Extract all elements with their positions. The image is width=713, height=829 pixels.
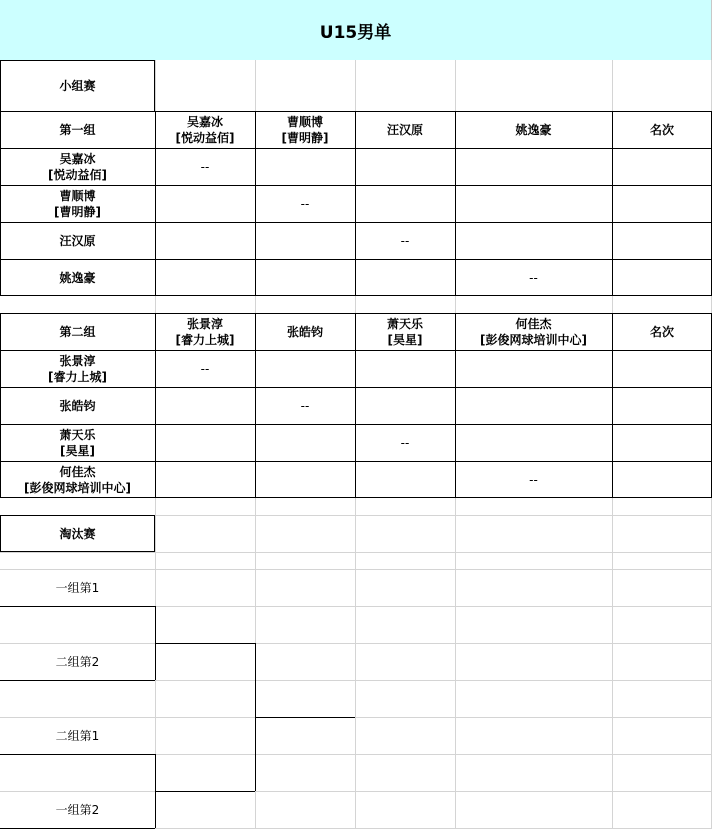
- bracket-seed-4: 一组第2: [55, 802, 100, 817]
- group1-name: 第一组: [59, 122, 96, 137]
- self-match-dash: --: [200, 361, 210, 376]
- group-stage-label-cell: [0, 60, 155, 112]
- player-name: 曹顺博: [59, 188, 96, 203]
- bracket-seed-1: 一组第1: [55, 580, 100, 595]
- group2-col-player-3: [355, 313, 455, 350]
- group1-col-player-4: [455, 111, 612, 148]
- self-match-dash: --: [400, 233, 410, 248]
- group2-row-player-1: [0, 350, 155, 387]
- sheet-title: U15男单: [0, 0, 712, 60]
- group1-col-player-3: [355, 111, 455, 148]
- player-club: [睿力上城]: [175, 332, 235, 347]
- player-name: 曹顺博: [286, 114, 323, 129]
- group2-row-player-2: [0, 387, 155, 424]
- self-match-dash: --: [529, 472, 538, 487]
- player-name: 萧天乐: [59, 427, 96, 442]
- player-name: 张皓钧: [59, 398, 96, 413]
- group1-row-player-2: [0, 185, 155, 222]
- group2-row-player-3: [0, 424, 155, 461]
- player-club: [昊星]: [387, 332, 423, 347]
- group2-col-player-1: [155, 313, 255, 350]
- player-name: 张景淳: [59, 353, 96, 368]
- group1-row-player-4: [0, 259, 155, 296]
- player-name: 何佳杰: [515, 316, 552, 331]
- player-name: 吴嘉冰: [186, 114, 223, 129]
- self-match-dash: --: [200, 159, 210, 174]
- player-name: 张皓钧: [286, 324, 323, 339]
- group2-col-player-4: [455, 313, 612, 350]
- player-name: 姚逸豪: [515, 122, 552, 137]
- player-club: [悦动益佰]: [175, 130, 235, 145]
- player-name: 汪汉原: [59, 233, 96, 248]
- player-club: [彭俊网球培训中心]: [480, 332, 587, 347]
- group2-col-player-2: [255, 313, 355, 350]
- self-match-dash: --: [300, 398, 310, 413]
- player-club: [昊星]: [60, 443, 95, 458]
- player-name: 吴嘉冰: [59, 151, 96, 166]
- player-club: [曹明静]: [281, 130, 329, 145]
- self-match-dash: --: [300, 196, 310, 211]
- player-name: 何佳杰: [59, 464, 96, 479]
- knockout-label-cell: [0, 515, 155, 552]
- group-stage-label: 小组赛: [59, 79, 96, 93]
- self-match-dash: --: [529, 270, 538, 285]
- player-club: [彭俊网球培训中心]: [24, 480, 131, 495]
- bracket-seed-2: 二组第2: [55, 654, 100, 669]
- group1-rank-header: 名次: [649, 122, 674, 137]
- player-club: [曹明静]: [54, 204, 101, 219]
- group2-row-player-4: [0, 461, 155, 498]
- player-name: 汪汉原: [386, 122, 423, 137]
- player-club: [悦动益佰]: [48, 167, 107, 182]
- player-name: 张景淳: [186, 316, 223, 331]
- self-match-dash: --: [400, 435, 410, 450]
- bracket-seed-3: 二组第1: [55, 728, 100, 743]
- group1-col-player-2: [255, 111, 355, 148]
- group1-row-player-1: [0, 148, 155, 185]
- group1-col-player-1: [155, 111, 255, 148]
- player-club: [睿力上城]: [48, 369, 107, 384]
- gridline-h: [0, 552, 712, 553]
- player-name: 姚逸豪: [59, 270, 96, 285]
- group2-name: 第二组: [59, 324, 96, 339]
- group1-row-player-3: [0, 222, 155, 259]
- player-name: 萧天乐: [386, 316, 423, 331]
- knockout-label: 淘汰赛: [59, 526, 96, 541]
- group2-rank-header: 名次: [649, 324, 674, 339]
